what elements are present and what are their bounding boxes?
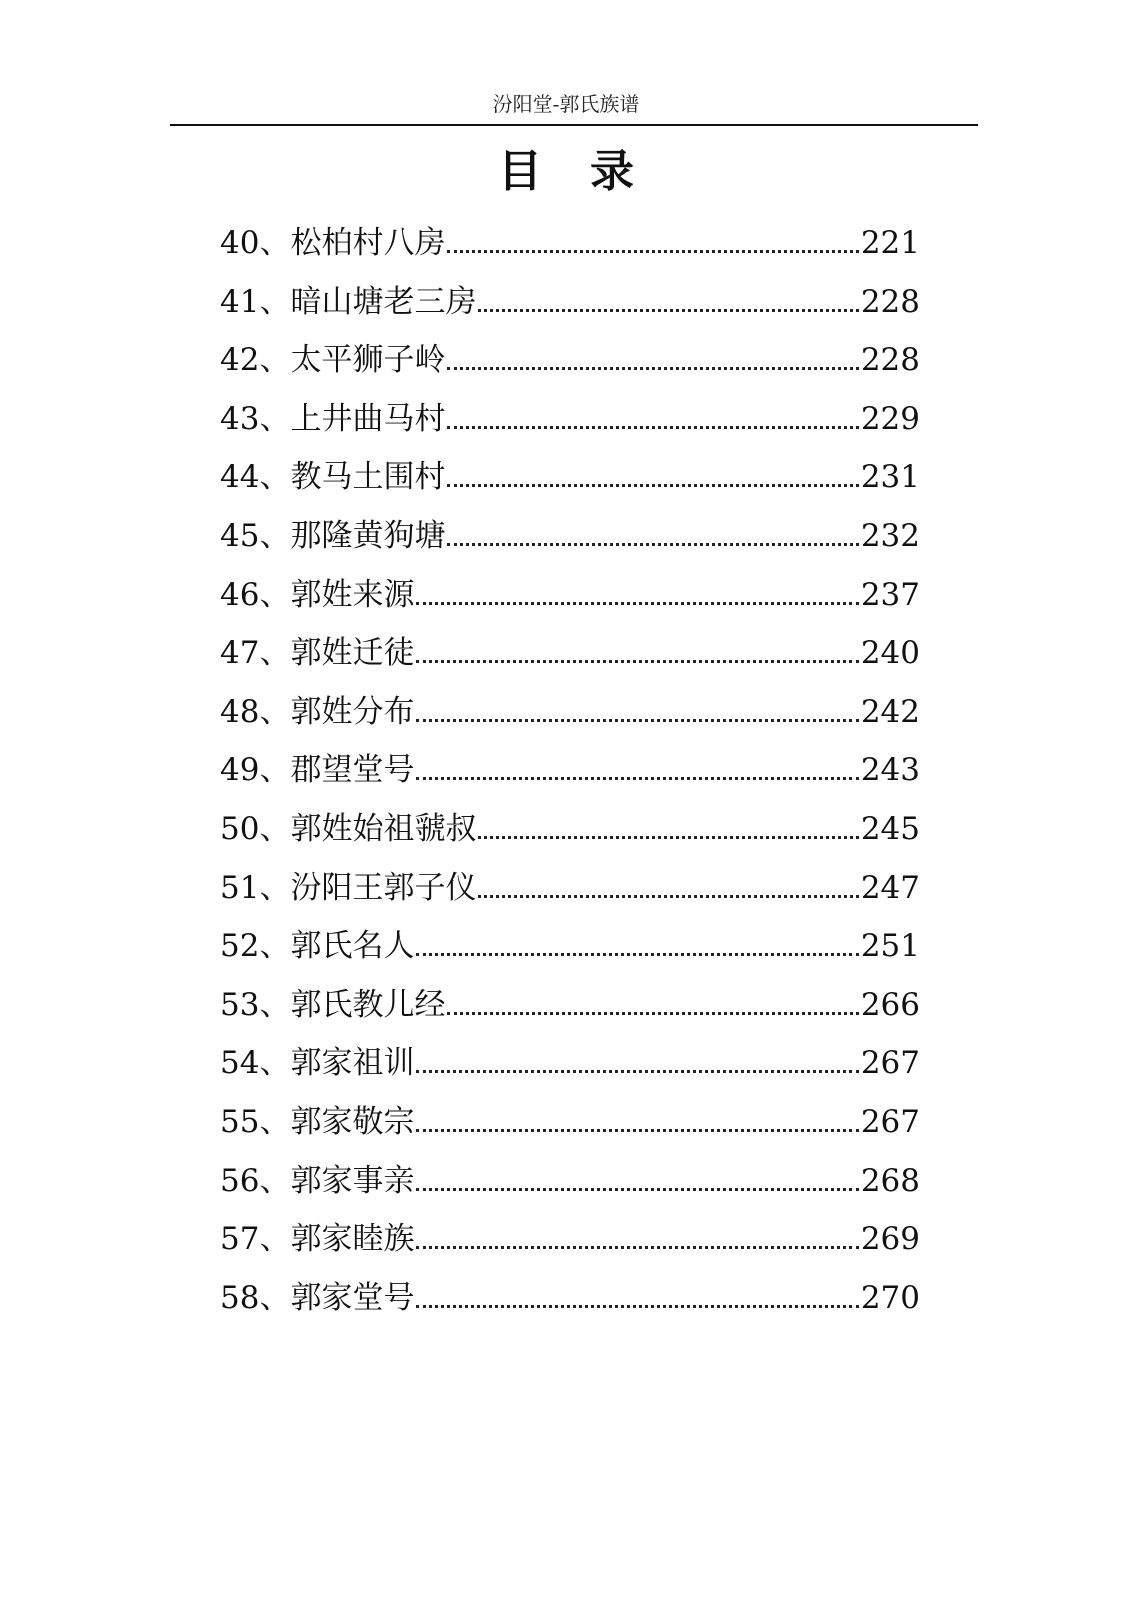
toc-entry-label: 56、郭家事亲 xyxy=(220,1162,415,1199)
toc-entry-page: 221 xyxy=(860,225,920,261)
toc-entry-label: 57、郭家睦族 xyxy=(220,1221,415,1258)
toc-entry-page: 247 xyxy=(860,869,920,906)
toc-entry[interactable] xyxy=(220,1040,920,1099)
header-divider xyxy=(170,124,978,126)
toc-entry-page: 269 xyxy=(860,1221,920,1258)
toc-entry-label: 50、郭姓始祖虢叔 xyxy=(220,810,477,847)
toc-dot-leader xyxy=(447,250,858,253)
toc-entry[interactable] xyxy=(220,572,920,631)
toc-entry-label: 46、郭姓来源 xyxy=(220,576,415,613)
toc-dot-leader xyxy=(416,1188,858,1191)
toc-dot-leader xyxy=(478,836,858,839)
toc-entry[interactable] xyxy=(220,630,920,689)
toc-entry[interactable] xyxy=(220,865,920,924)
toc-dot-leader xyxy=(416,602,858,605)
toc-dot-leader xyxy=(447,367,858,370)
toc-entry[interactable] xyxy=(220,513,920,572)
toc-dot-leader xyxy=(478,895,858,898)
toc-entry-label: 42、太平狮子岭 xyxy=(220,342,446,379)
toc-dot-leader xyxy=(447,426,858,429)
toc-entry[interactable] xyxy=(220,806,920,865)
toc-entry-page: 243 xyxy=(860,752,920,789)
toc-entry-page: 242 xyxy=(860,693,920,730)
toc-entry[interactable] xyxy=(220,1099,920,1158)
toc-entry-label: 45、那隆黄狗塘 xyxy=(220,517,446,554)
toc-entry[interactable] xyxy=(220,747,920,806)
toc-entry[interactable] xyxy=(220,454,920,513)
toc-entry-label: 55、郭家敬宗 xyxy=(220,1103,415,1140)
toc-entry-page: 245 xyxy=(860,810,920,847)
toc-entry-label: 53、郭氏教儿经 xyxy=(220,986,446,1023)
toc-entry[interactable] xyxy=(220,1275,920,1334)
toc-entry-page: 229 xyxy=(860,400,920,437)
toc-entry[interactable] xyxy=(220,337,920,396)
toc-entry[interactable] xyxy=(220,1216,920,1275)
toc-entry-label: 51、汾阳王郭子仪 xyxy=(220,869,477,906)
toc-dot-leader xyxy=(416,1305,858,1308)
toc-entry-page: 237 xyxy=(860,576,920,613)
toc-dot-leader xyxy=(447,1012,858,1015)
toc-entry-page: 251 xyxy=(860,928,920,965)
toc-list xyxy=(220,220,920,1333)
toc-dot-leader xyxy=(447,484,858,487)
toc-entry-label: 58、郭家堂号 xyxy=(220,1279,415,1316)
toc-entry-label: 44、教马土围村 xyxy=(220,459,446,496)
toc-entry-label: 49、郡望堂号 xyxy=(220,752,415,789)
toc-entry[interactable] xyxy=(220,279,920,338)
toc-entry-page: 270 xyxy=(860,1279,920,1316)
toc-entry[interactable] xyxy=(220,982,920,1041)
toc-entry-page: 268 xyxy=(860,1162,920,1199)
toc-entry-label: 40、松柏村八房 xyxy=(220,225,446,261)
toc-entry-page: 231 xyxy=(860,459,920,496)
toc-entry[interactable] xyxy=(220,923,920,982)
running-header: 汾阳堂-郭氏族谱 xyxy=(492,92,640,116)
toc-dot-leader xyxy=(447,543,858,546)
toc-entry-page: 228 xyxy=(860,283,920,320)
toc-title: 目录 xyxy=(498,146,682,197)
toc-dot-leader xyxy=(416,777,858,780)
toc-entry-label: 54、郭家祖训 xyxy=(220,1045,415,1082)
toc-dot-leader xyxy=(416,719,858,722)
toc-entry-label: 41、暗山塘老三房 xyxy=(220,283,477,320)
toc-entry-label: 47、郭姓迁徒 xyxy=(220,635,415,672)
toc-dot-leader xyxy=(416,1246,858,1249)
toc-dot-leader xyxy=(478,309,858,312)
toc-entry-page: 267 xyxy=(860,1045,920,1082)
toc-entry[interactable] xyxy=(220,220,920,279)
toc-entry[interactable] xyxy=(220,1158,920,1217)
toc-entry-page: 267 xyxy=(860,1103,920,1140)
toc-dot-leader xyxy=(416,953,858,956)
toc-entry-label: 52、郭氏名人 xyxy=(220,928,415,965)
toc-entry-label: 48、郭姓分布 xyxy=(220,693,415,730)
toc-entry-page: 232 xyxy=(860,517,920,554)
toc-entry-page: 240 xyxy=(860,635,920,672)
toc-entry-page: 228 xyxy=(860,342,920,379)
toc-entry[interactable] xyxy=(220,396,920,455)
toc-entry-page: 266 xyxy=(860,986,920,1023)
toc-entry-label: 43、上井曲马村 xyxy=(220,400,446,437)
toc-dot-leader xyxy=(416,1129,858,1132)
toc-entry[interactable] xyxy=(220,689,920,748)
toc-dot-leader xyxy=(416,660,858,663)
toc-dot-leader xyxy=(416,1070,858,1073)
